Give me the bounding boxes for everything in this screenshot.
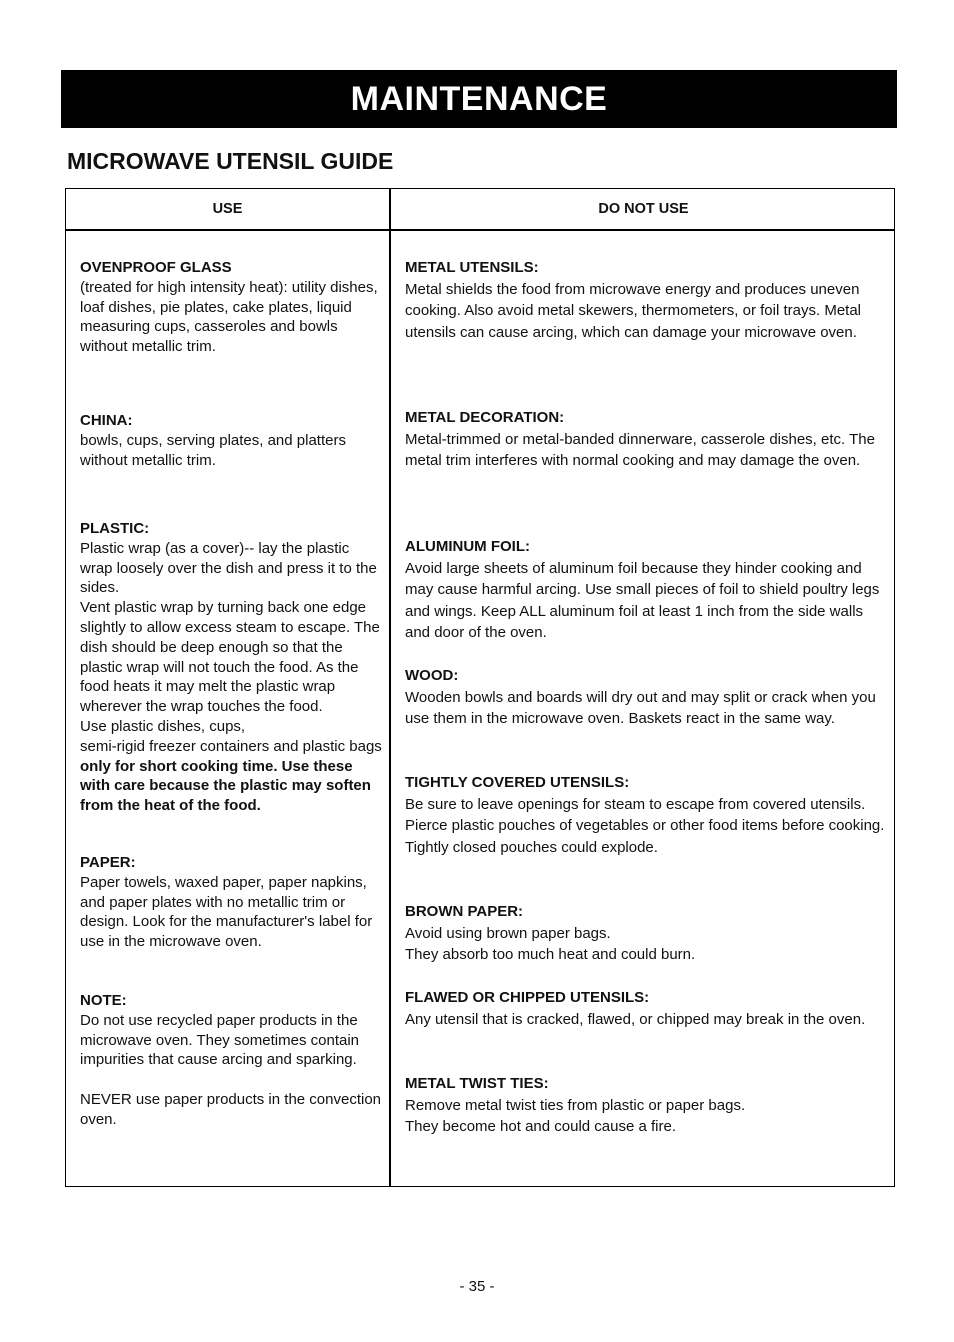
entry-body: Plastic wrap (as a cover)-- lay the plastic wrap loosely over the dish and press it to the sides. xyxy=(80,539,377,597)
entry-body: Metal shields the food from microwave energy and produces uneven cooking. Also avoid metal skewers, thermometers, or foil trays. Metal utensils can cause arcing, which can damage your microwave oven. xyxy=(405,280,862,341)
dont-entry-metal-utensils xyxy=(405,257,885,343)
use-entry-ovenproof-glass xyxy=(80,258,385,357)
entry-body: Avoid large sheets of aluminum foil because they hinder cooking and may cause harmful arcing. Use small pieces of foil to shield poultry legs and wings. Keep ALL aluminum foil at least 1 inch from the side walls and door of the oven. xyxy=(405,559,880,642)
column-divider xyxy=(389,189,391,1186)
entry-heading: PLASTIC: xyxy=(80,520,150,537)
entry-body: Do not use recycled paper products in the microwave oven. They sometimes contain impurities that cause arcing and sparking. xyxy=(80,1011,360,1069)
entry-heading: METAL UTENSILS: xyxy=(405,259,539,276)
entry-body: Metal-trimmed or metal-banded dinnerware, casserole dishes, etc. The metal trim interferes with normal cooking and may damage the oven. xyxy=(405,430,875,470)
entry-body: Paper towels, waxed paper, paper napkins, and paper plates with no metallic trim or design. Look for the manufacturer's label for use in the microwave oven. xyxy=(80,873,373,951)
dont-entry-tightly-covered xyxy=(405,772,885,858)
entry-body: Remove metal twist ties from plastic or paper bags. xyxy=(405,1096,746,1114)
spacer xyxy=(80,1070,385,1090)
entry-body-warning: only for short cooking time. Use these with care because the plastic may soften from the heat of the food. xyxy=(80,757,371,815)
section-title: MICROWAVE UTENSIL GUIDE xyxy=(67,148,394,174)
dont-entry-aluminum-foil xyxy=(405,536,885,644)
banner-title: MAINTENANCE xyxy=(350,80,608,118)
column-header-do-not-use: DO NOT USE xyxy=(598,201,689,217)
entry-heading: CHINA: xyxy=(80,412,133,429)
entry-body: Use plastic dishes, cups, xyxy=(80,717,246,735)
entry-heading: NOTE: xyxy=(80,992,127,1009)
entry-heading: BROWN PAPER: xyxy=(405,903,524,920)
dont-entry-metal-twist-ties xyxy=(405,1073,885,1138)
use-entry-note xyxy=(80,991,385,1130)
entry-body: NEVER use paper products in the convection oven. xyxy=(80,1090,382,1128)
entry-heading: ALUMINUM FOIL: xyxy=(405,538,530,555)
entry-heading: FLAWED OR CHIPPED UTENSILS: xyxy=(405,989,650,1006)
entry-heading: PAPER: xyxy=(80,854,136,871)
column-header-use: USE xyxy=(212,201,243,217)
entry-heading: OVENPROOF GLASS xyxy=(80,259,232,276)
entry-body: (treated for high intensity heat): utility dishes, loaf dishes, pie plates, cake plates, liquid measuring cups, casseroles and bowls without metallic trim. xyxy=(80,278,378,356)
entry-body: Wooden bowls and boards will dry out and may split or crack when you use them in the microwave oven. Baskets react in the same way. xyxy=(405,688,876,728)
dont-entry-wood xyxy=(405,665,885,730)
use-entry-paper xyxy=(80,853,385,952)
utensil-guide-table xyxy=(65,188,895,1187)
use-entry-china xyxy=(80,411,385,470)
entry-body: Vent plastic wrap by turning back one edge slightly to allow excess steam to escape. The dish should be deep enough so that the plastic wrap will not touch the food. As the food heats it may melt the plastic wrap wherever the wrap touches the food. xyxy=(80,599,380,716)
dont-entry-metal-decoration xyxy=(405,407,885,472)
entry-body-text: semi-rigid freezer containers and plastic bags xyxy=(80,737,382,755)
entry-body: They become hot and could cause a fire. xyxy=(405,1118,676,1136)
entry-body: bowls, cups, serving plates, and platters without metallic trim. xyxy=(80,431,346,469)
entry-body: They absorb too much heat and could burn. xyxy=(405,946,696,964)
entry-heading: WOOD: xyxy=(405,667,459,684)
page-banner xyxy=(61,70,897,128)
entry-heading: METAL DECORATION: xyxy=(405,409,565,426)
entry-body: Be sure to leave openings for steam to escape from covered utensils. Pierce plastic pouches of vegetables or other food items before cooking. Tightly closed pouches could explode. xyxy=(405,795,885,856)
entry-heading: TIGHTLY COVERED UTENSILS: xyxy=(405,774,630,791)
entry-body xyxy=(80,737,385,816)
dont-entry-flawed-utensils xyxy=(405,987,885,1030)
entry-body: Avoid using brown paper bags. xyxy=(405,924,611,942)
header-divider xyxy=(66,229,894,231)
entry-body: Any utensil that is cracked, flawed, or chipped may break in the oven. xyxy=(405,1010,866,1028)
dont-entry-brown-paper xyxy=(405,901,885,966)
use-entry-plastic xyxy=(80,519,385,816)
page-number: - 35 - xyxy=(459,1278,495,1295)
entry-heading: METAL TWIST TIES: xyxy=(405,1075,549,1092)
